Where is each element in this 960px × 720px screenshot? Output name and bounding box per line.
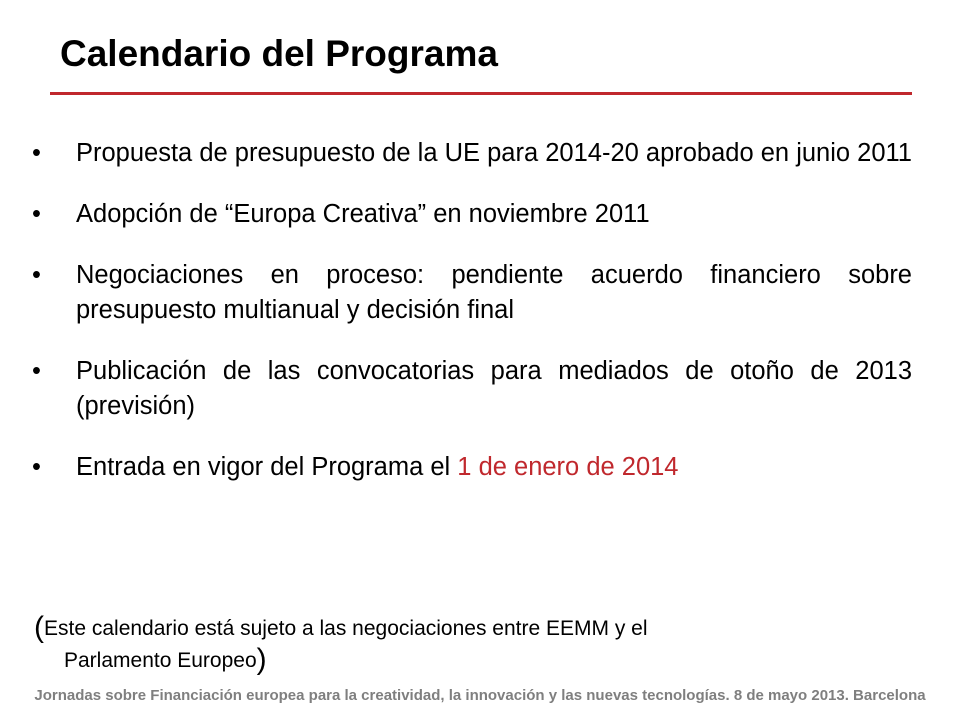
slide-title: Calendario del Programa [60, 33, 498, 74]
note-open-paren: ( [34, 611, 44, 644]
bullet-item [32, 450, 912, 485]
bullet-text: Propuesta de presupuesto de la UE para 2014-20 aprobado en junio 2011 [76, 139, 912, 167]
bullet-text [76, 450, 912, 485]
note-line-2: Parlamento Europeo [64, 649, 257, 672]
bullet-item [32, 354, 912, 424]
note-line-1: Este calendario está sujeto a las negociaciones entre EEMM y el [44, 617, 648, 640]
bullet-item [32, 258, 912, 328]
bullet-list [32, 136, 912, 511]
note-line-2-wrap [34, 644, 894, 676]
title-underline [50, 92, 912, 95]
disclaimer-note [34, 612, 894, 676]
bullet-item [32, 136, 912, 171]
bullet-icon: • [32, 261, 41, 289]
note-close-paren: ) [256, 643, 267, 676]
bullet-text: Publicación de las convocatorias para mediados de otoño de 2013 (previsión) [76, 357, 912, 420]
slide-footer: Jornadas sobre Financiación europea para la creatividad, la innovación y las nuevas tecnologías. 8 de mayo 2013. Barcelona [34, 687, 926, 704]
bullet-icon: • [32, 200, 41, 228]
bullet-icon: • [32, 453, 41, 481]
bullet-icon: • [32, 139, 41, 167]
bullet-icon: • [32, 357, 41, 385]
highlight-date: 1 de enero de 2014 [457, 453, 679, 481]
bullet-text: Negociaciones en proceso: pendiente acuerdo financiero sobre presupuesto multianual y decisión final [76, 261, 912, 324]
bullet-text-plain: Entrada en vigor del Programa el [76, 453, 458, 481]
bullet-text: Adopción de “Europa Creativa” en noviembre 2011 [76, 200, 650, 228]
bullet-item [32, 197, 912, 232]
